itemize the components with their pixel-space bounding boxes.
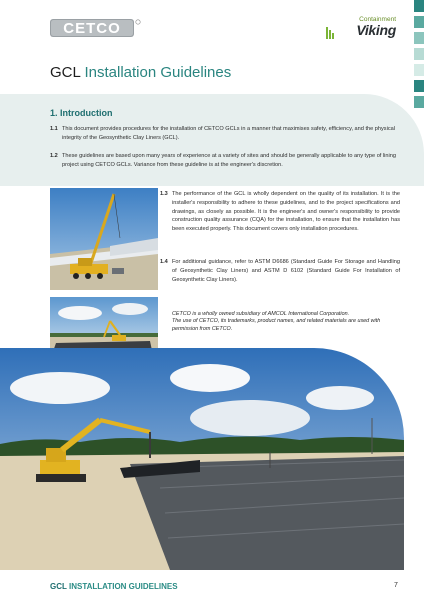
- paragraph-number: 1.3: [160, 191, 168, 197]
- paragraph-number: 1.1: [50, 126, 58, 132]
- viking-tagline: Containment: [359, 16, 396, 23]
- svg-text:CETCO: CETCO: [63, 20, 121, 37]
- notice-line-2: The use of CETCO, its trademarks, product names, and related materials are used with permission from CETCO.: [172, 318, 381, 332]
- page-title: [50, 64, 231, 81]
- paragraph-text: This document provides procedures for the installation of CETCO GCLs in a manner that maximises safety, efficiency, and the physical integrity of the Geosynthetic Clay Liners (GCL).: [62, 126, 395, 141]
- title-accent: Installation Guidelines: [84, 64, 232, 81]
- crane-photo: [50, 188, 158, 290]
- paragraph-1-2: [50, 152, 398, 170]
- title-prefix: GCL: [50, 64, 81, 81]
- paragraph-1-1: [50, 125, 398, 143]
- cetco-logo: [50, 16, 142, 40]
- paragraph-number: 1.2: [50, 153, 58, 159]
- paragraph-text: For additional guidance, refer to ASTM D6686 (Standard Guide For Storage and Handling of Geosynthetic Clay Liners) and ASTM D 6102 (Standard Guide For Installation of Geosynthetic Clay Liners).: [172, 259, 400, 283]
- paragraph-text: The performance of the GCL is wholly dependent on the quality of its installation. It is the installer's responsibility to adhere to these guidelines, and to the project specifications and drawings, as closely as possible. It is the engineer's and owner's responsibility to provide construction quality assurance (CQA) for the installation, to ensure that the installation has been executed properly. This document covers only installation procedures.: [172, 191, 400, 233]
- ownership-notice: [172, 311, 402, 333]
- footer-title-bold: GCL: [50, 582, 67, 591]
- section-heading: 1. Introduction: [50, 108, 113, 118]
- page-header: [0, 0, 424, 48]
- viking-logo: [326, 16, 396, 42]
- footer-title: [50, 582, 178, 591]
- side-color-tabs: [414, 0, 424, 130]
- viking-bars-icon: [326, 26, 336, 38]
- footer-title-rest: INSTALLATION GUIDELINES: [68, 582, 178, 591]
- viking-wordmark: Viking: [356, 22, 396, 38]
- notice-line-1: CETCO is a wholly owned subsidiary of AMCOL International Corporation.: [172, 311, 350, 317]
- page-number: 7: [394, 582, 398, 589]
- paragraph-number: 1.4: [160, 259, 168, 265]
- paragraph-text: These guidelines are based upon many years of experience at a variety of sites and should be generally applicable to any type of lining project using CETCO GCLs. Variance from these guideline is at the engineer's discretion.: [62, 153, 396, 168]
- paragraph-1-3: [160, 190, 400, 234]
- landfill-photo: [0, 348, 404, 570]
- paragraph-1-4: [160, 258, 400, 284]
